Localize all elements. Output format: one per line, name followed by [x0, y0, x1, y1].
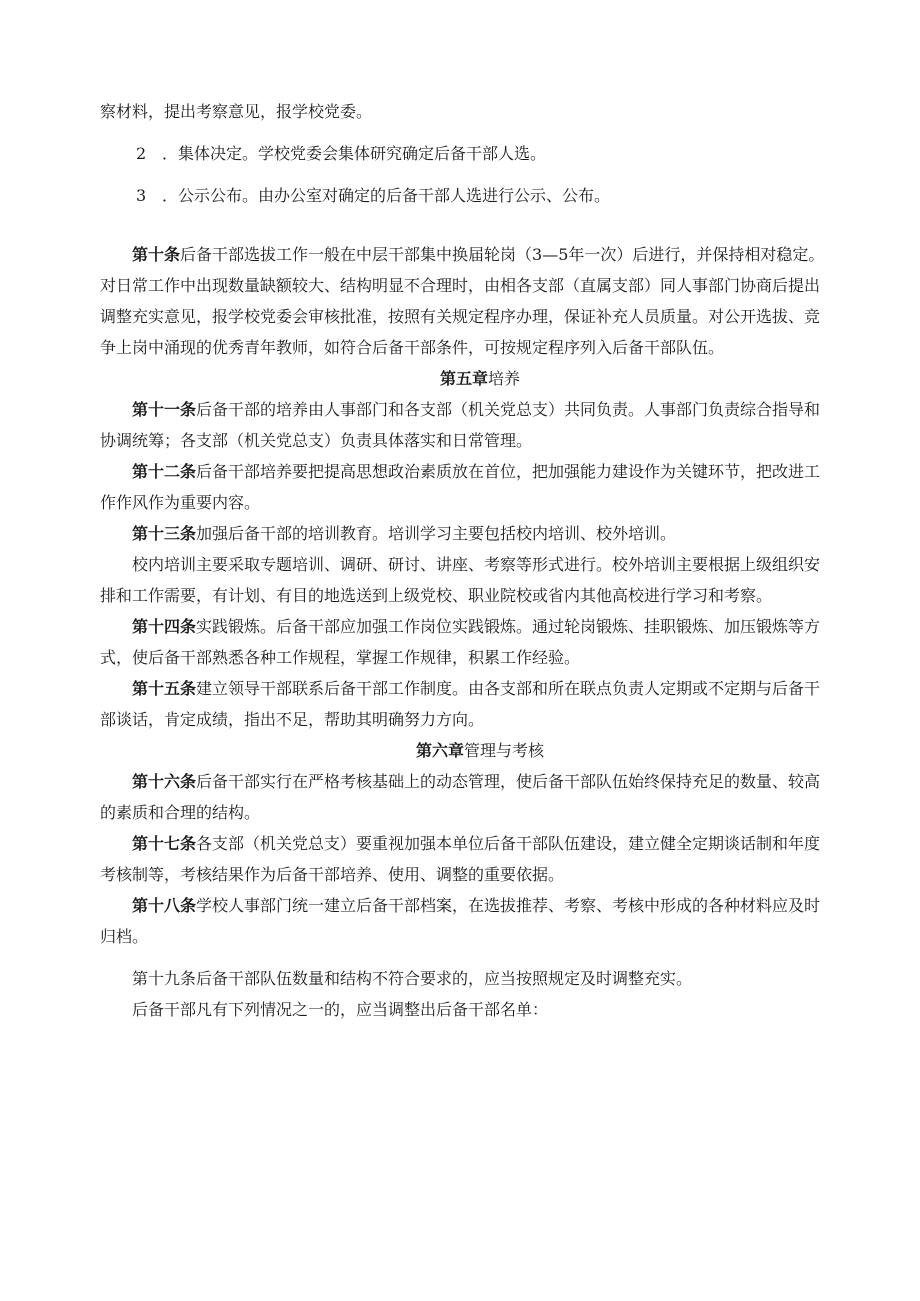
list-text: ．公示公布。由办公室对确定的后备干部人选进行公示、公布。: [162, 186, 611, 205]
list-number: 3: [136, 186, 147, 205]
paragraph-continuation: 察材料，提出考察意见，报学校党委。: [100, 102, 373, 121]
article-label: 第十一条: [132, 400, 197, 419]
article-13: [100, 518, 830, 549]
article-text: 各支部（机关党总支）要重视加强本单位后备干部队伍建设，建立健全定期谈话制和年度考核制等，考核结果作为后备干部培养、使用、调整的重要依据。: [100, 834, 821, 884]
chapter-5-heading: [100, 363, 830, 394]
paragraph-adjustment-list: 后备干部凡有下列情况之一的，应当调整出后备干部名单：: [132, 1000, 549, 1019]
article-label: 第十三条: [132, 524, 197, 543]
article-text: 后备干部选拔工作一般在中层干部集中换届轮岗（3—5年一次）后进行，并保持相对稳定。对日常工作中出现数量缺额较大、结构明显不合理时，由相各支部（直属支部）同人事部门协商后提出调整充实意见，报学校党委会审核批准，按照有关规定程序办理，保证补充人员质量。对公开选拔、竞争上岗中涌现的优秀青年教师，如符合后备干部条件，可按规定程序列入后备干部队伍。: [100, 245, 825, 357]
article-text: 后备干部实行在严格考核基础上的动态管理，使后备干部队伍始终保持充足的数量、较高的素质和合理的结构。: [100, 772, 821, 822]
article-12: [100, 456, 830, 518]
paragraph-training: 校内培训主要采取专题培训、调研、研讨、讲座、考察等形式进行。校外培训主要根据上级组织安排和工作需要，有计划、有目的地选送到上级党校、职业院校或省内其他高校进行学习和考察。: [100, 555, 821, 605]
article-text: 后备干部培养要把提高思想政治素质放在首位，把加强能力建设作为关键环节，把改进工作作风作为重要内容。: [100, 462, 821, 512]
article-18: [100, 890, 830, 952]
article-text: 加强后备干部的培训教育。培训学习主要包括校内培训、校外培训。: [196, 524, 677, 543]
article-15: [100, 673, 830, 735]
article-text: 学校人事部门统一建立后备干部档案，在选拔推荐、考察、考核中形成的各种材料应及时归档。: [100, 896, 821, 946]
chapter-label: 第六章: [415, 741, 464, 760]
list-number: 2: [136, 144, 147, 163]
article-19: 第十九条后备干部队伍数量和结构不符合要求的，应当按照规定及时调整充实。: [132, 969, 693, 988]
article-label: 第十八条: [132, 896, 197, 915]
article-17: [100, 828, 830, 890]
chapter-title: 培养: [488, 369, 521, 388]
chapter-label: 第五章: [439, 369, 488, 388]
article-label: 第十六条: [132, 772, 197, 791]
article-label: 第十二条: [132, 462, 197, 481]
article-label: 第十条: [132, 245, 181, 264]
list-item-2: [100, 138, 830, 169]
article-label: 第十五条: [132, 679, 197, 698]
article-label: 第十七条: [132, 834, 197, 853]
document-page: [100, 96, 830, 1025]
article-14: [100, 611, 830, 673]
article-text: 后备干部的培养由人事部门和各支部（机关党总支）共同负责。人事部门负责综合指导和协调统筹；各支部（机关党总支）负责具体落实和日常管理。: [100, 400, 821, 450]
article-text: 建立领导干部联系后备干部工作制度。由各支部和所在联点负责人定期或不定期与后备干部谈话，肯定成绩，指出不足，帮助其明确努力方向。: [100, 679, 821, 729]
chapter-title: 管理与考核: [464, 741, 545, 760]
article-label: 第十四条: [132, 617, 197, 636]
chapter-6-heading: [100, 735, 830, 766]
article-10: [100, 239, 830, 363]
list-text: ．集体决定。学校党委会集体研究确定后备干部人选。: [162, 144, 547, 163]
article-16: [100, 766, 830, 828]
article-text: 实践锻炼。后备干部应加强工作岗位实践锻炼。通过轮岗锻炼、挂职锻炼、加压锻炼等方式，使后备干部熟悉各种工作规程，掌握工作规律，积累工作经验。: [100, 617, 821, 667]
article-11: [100, 394, 830, 456]
list-item-3: [100, 180, 830, 211]
